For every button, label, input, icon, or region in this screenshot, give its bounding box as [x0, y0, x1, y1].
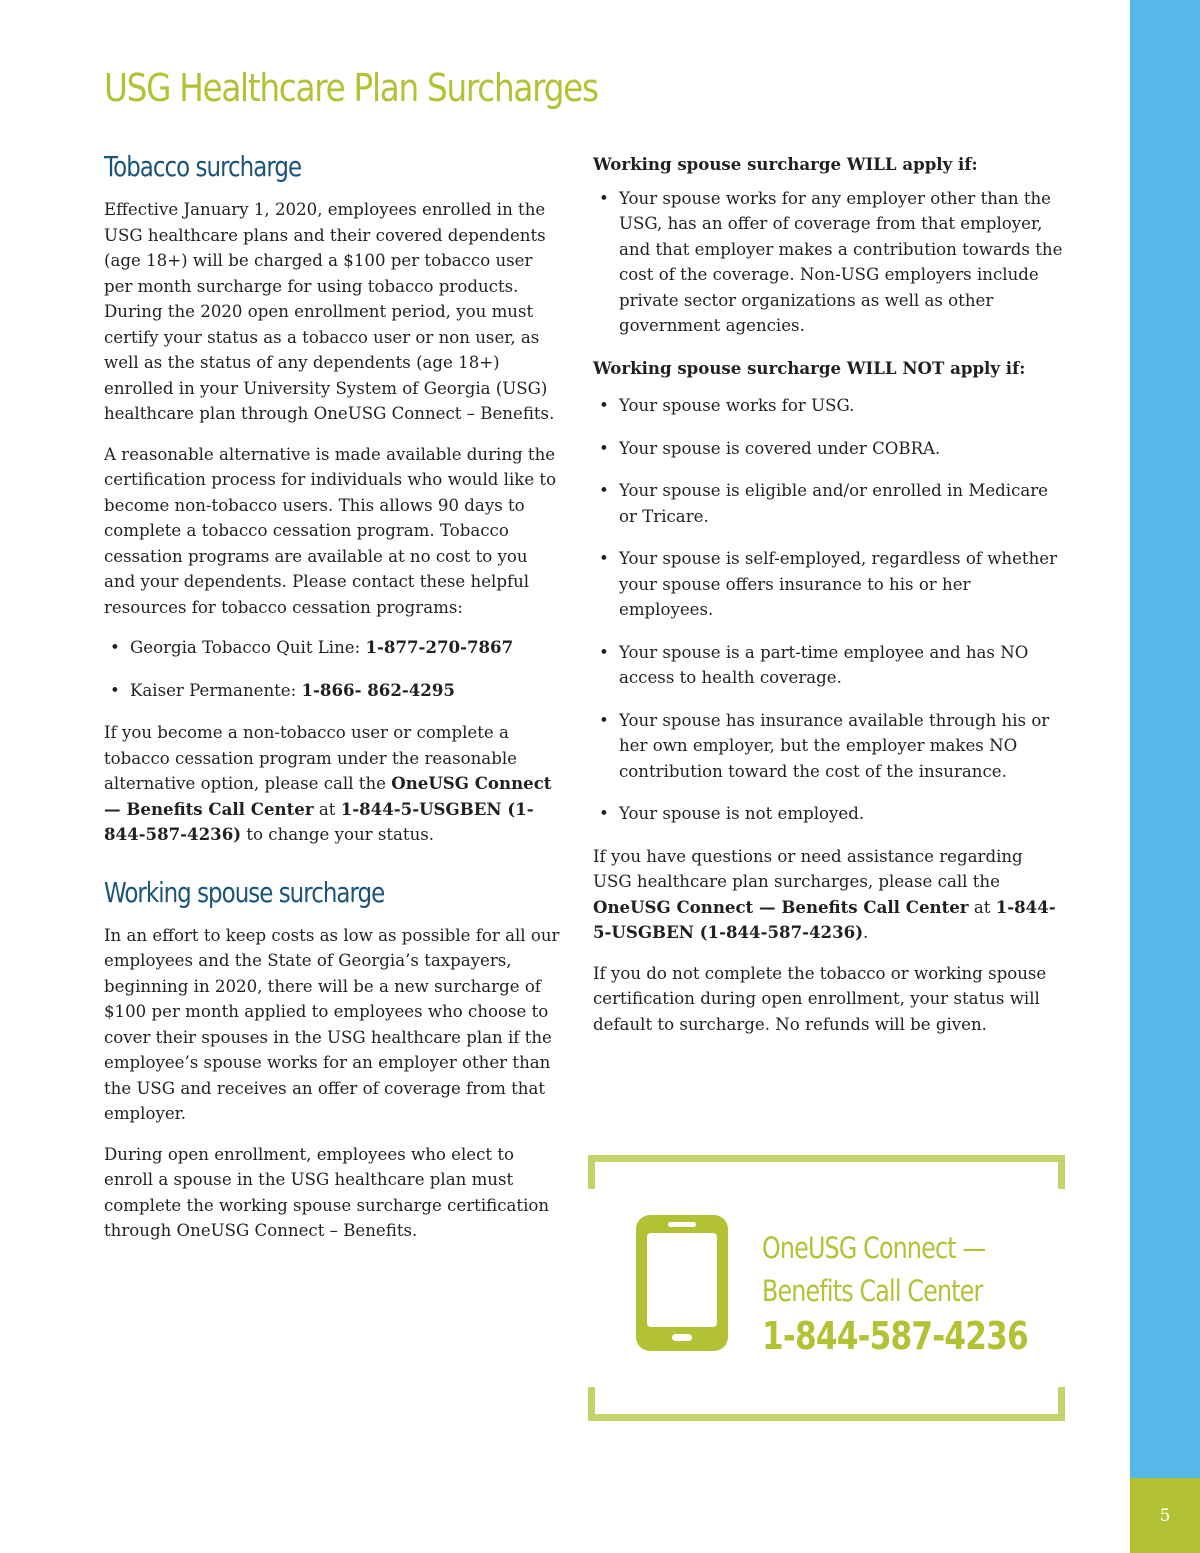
text-run: at: [968, 897, 996, 917]
list-item: [104, 635, 564, 661]
call-center-name: OneUSG Connect — Benefits Call Center: [593, 896, 969, 917]
page-title: USG Healthcare Plan Surcharges: [104, 66, 598, 110]
list-item: • Your spouse is eligible and/or enrolled in Medicare or Tricare.: [593, 478, 1063, 529]
will-not-apply-heading: Working spouse surcharge WILL NOT apply if:: [593, 357, 1026, 378]
call-center-phone: 1-844-5-USGBEN (1-844-587-4236): [593, 896, 1056, 942]
callout-text: [762, 1227, 1028, 1359]
call-center-name: OneUSG Connect — Benefits Call Center: [104, 773, 552, 819]
tobacco-paragraph-3: [104, 720, 564, 848]
resource-label: Kaiser Permanente:: [130, 680, 302, 700]
tobacco-paragraph-2: A reasonable alternative is made available during the certification process for individuals who would like to become non-tobacco users. This allows 90 days to complete a tobacco cessation program. Tobacco cessation programs are available at no cost to you and your dependents. Please contact these helpful resources for tobacco cessation programs:: [104, 444, 557, 617]
questions-paragraph: [593, 844, 1063, 946]
default-note: If you do not complete the tobacco or working spouse certification during open enrollment, your status will default to surcharge. No refunds will be given.: [593, 963, 1047, 1034]
list-item: • Your spouse works for USG.: [593, 393, 1063, 419]
callout-line-2: Benefits Call Center: [762, 1274, 983, 1308]
sidebar-stripe: [1130, 0, 1200, 1478]
cessation-resources-list: [104, 635, 564, 703]
list-item: • Your spouse is not employed.: [593, 801, 1063, 827]
callout-bracket-top: [588, 1155, 1065, 1189]
text-run: If you have questions or need assistance regarding USG healthcare plan surcharges, please call the: [593, 846, 1023, 891]
list-item: • Your spouse is a part-time employee and has NO access to health coverage.: [593, 640, 1063, 691]
callout-line-1: OneUSG Connect —: [762, 1231, 986, 1265]
resource-phone: 1-877-270-7867: [365, 637, 514, 657]
list-item: • Your spouse works for any employer other than the USG, has an offer of coverage from that employer, and that employer makes a contribution towards the cost of the coverage. Non-USG employers include private sector organizations as well as other government agencies.: [593, 186, 1063, 339]
will-apply-heading: Working spouse surcharge WILL apply if:: [593, 154, 978, 174]
text-run: .: [863, 923, 869, 942]
spouse-paragraph-2: During open enrollment, employees who elect to enroll a spouse in the USG healthcare plan must complete the working spouse surcharge certification through OneUSG Connect – Benefits.: [104, 1144, 550, 1240]
list-item: • Your spouse has insurance available through his or her own employer, but the employer makes NO contribution toward the cost of the insurance.: [593, 708, 1063, 785]
text-run: to change your status.: [241, 825, 435, 844]
list-item: [104, 678, 564, 704]
will-apply-list: [593, 186, 1063, 339]
tobacco-paragraph-1: Effective January 1, 2020, employees enrolled in the USG healthcare plans and their covered dependents (age 18+) will be charged a $100 per tobacco user per month surcharge for using tobacco products. During the 2020 open enrollment period, you must certify your status as a tobacco user or non user, as well as the status of any dependents (age 18+) enrolled in your University System of Georgia (USG) healthcare plan through OneUSG Connect – Benefits.: [104, 200, 555, 423]
call-center-phone: 1-844-5-USGBEN (1-844-587-4236): [104, 798, 534, 844]
spouse-heading: Working spouse surcharge: [104, 875, 385, 909]
callout-bracket-bottom: [588, 1387, 1065, 1421]
will-not-apply-list: [593, 393, 1063, 827]
resource-label: Georgia Tobacco Quit Line:: [130, 638, 366, 657]
resource-phone: 1-866- 862-4295: [301, 679, 455, 700]
page-number: 5: [1130, 1478, 1200, 1553]
list-item: • Your spouse is self-employed, regardless of whether your spouse offers insurance to his or her employees.: [593, 546, 1063, 623]
right-column: [593, 152, 1063, 1052]
spouse-paragraph-1: In an effort to keep costs as low as possible for all our employees and the State of Georgia’s taxpayers, beginning in 2020, there will be a new surcharge of $100 per month applied to employees who choose to cover their spouses in the USG healthcare plan if the employee’s spouse works for an employer other than the USG and receives an offer of coverage from that employer.: [104, 925, 560, 1123]
text-run: If you become a non-tobacco user or complete a tobacco cessation program under the reasonable alternative option, please call the: [104, 723, 517, 793]
callout-phone-number: 1-844-587-4236: [762, 1314, 1028, 1358]
text-run: at: [313, 799, 341, 819]
tobacco-heading: Tobacco surcharge: [104, 150, 302, 183]
left-column: [104, 150, 564, 1259]
smartphone-icon: [636, 1215, 728, 1351]
list-item: • Your spouse is covered under COBRA.: [593, 436, 1063, 462]
call-center-callout: [588, 1155, 1065, 1421]
